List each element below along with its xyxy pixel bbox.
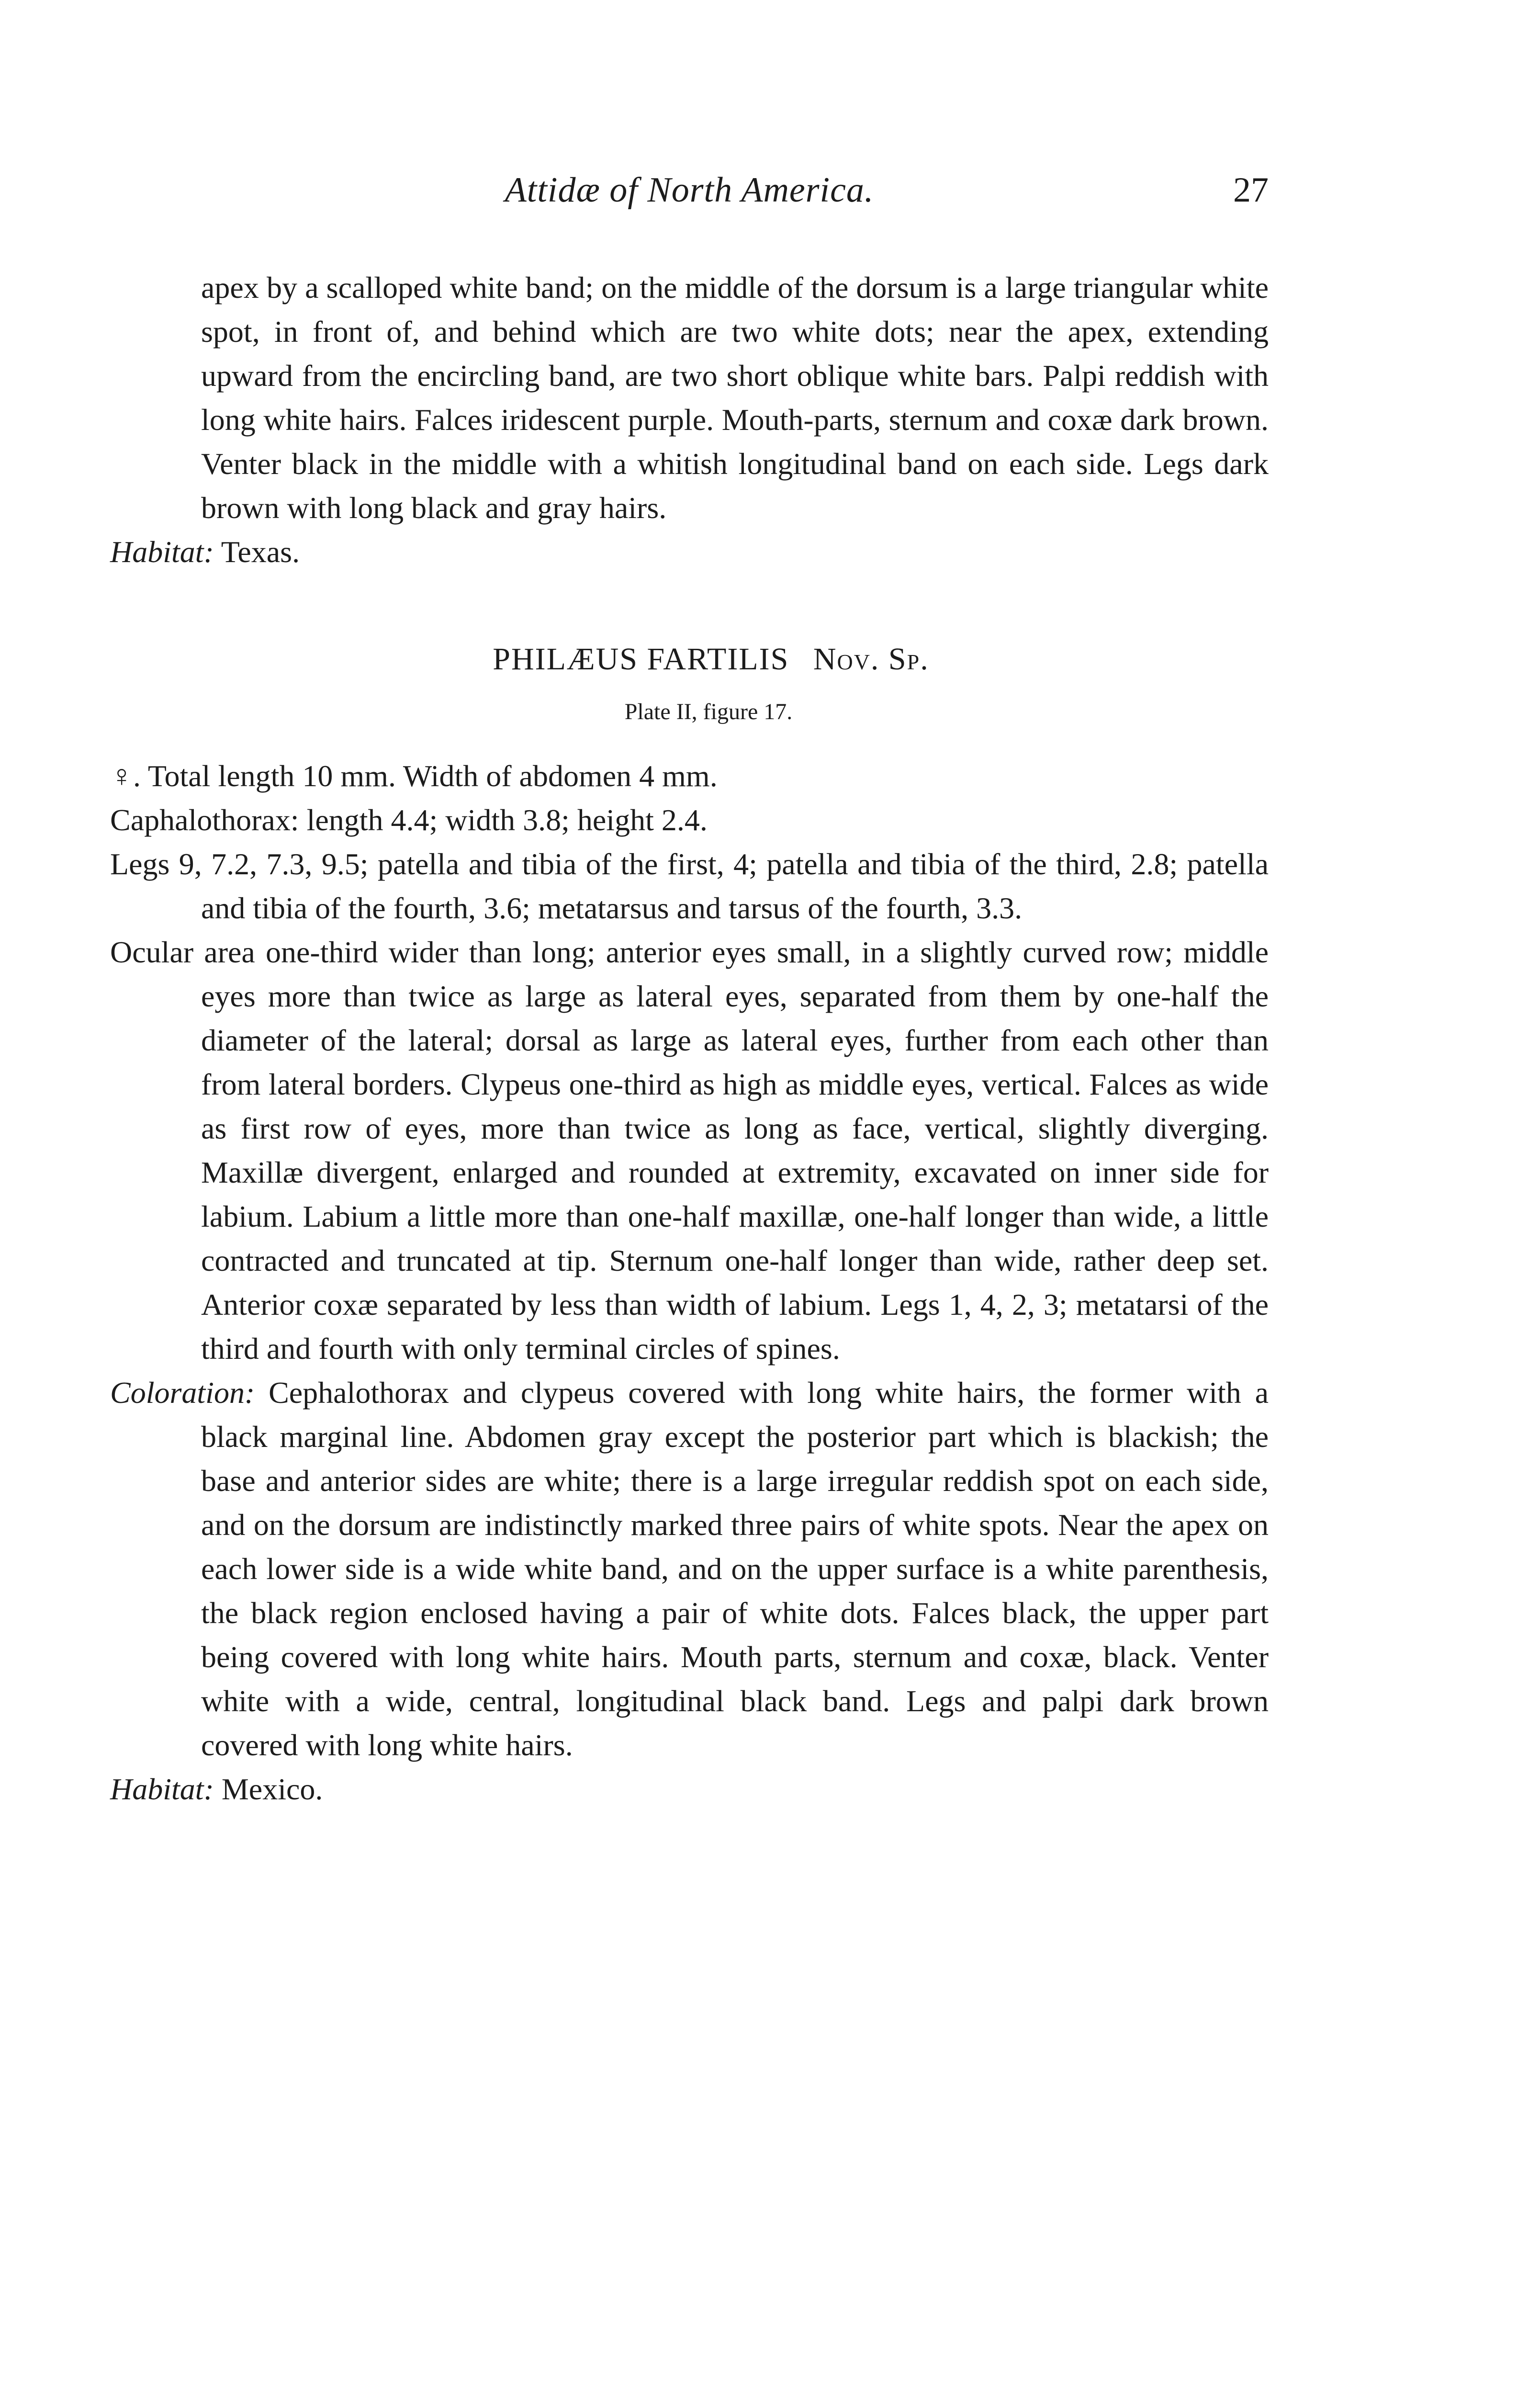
page-header <box>110 170 1269 223</box>
habitat-label: Habitat: <box>110 1772 214 1806</box>
previous-species-description: apex by a scalloped white band; on the middle of the dorsum is a large triangular white spot, in front of, and behind which are two white dots; near the apex, extending upward from the encircling band, are two short oblique white bars. Palpi reddish with long white hairs. Falces iridescent purple. Mouth-parts, sternum and coxæ dark brown. Venter black in the middle with a whitish longitudinal band on each side. Legs dark brown with long black and gray hairs. <box>201 271 1269 525</box>
spacer <box>110 743 1269 754</box>
coloration-paragraph <box>110 1371 1269 1767</box>
plate-reference: Plate II, figure 17. <box>624 699 793 724</box>
coloration-label: Coloration: <box>110 1376 255 1410</box>
species-status: Nov. Sp. <box>813 642 929 677</box>
page-body <box>110 266 1269 1811</box>
ocular-description: Ocular area one-third wider than long; anterior eyes small, in a slightly curved row; middle eyes more than twice as large as lateral eyes, separated from them by one-half the diameter of the lateral; dorsal as large as lateral eyes, further from each other than from lateral borders. Clypeus one-third as high as middle eyes, vertical. Falces as wide as first row of eyes, more than twice as long as face, vertical, slightly diverging. Maxillæ divergent, enlarged and rounded at extremity, excavated on inner side for labium. Labium a little more than one-half maxillæ, one-half longer than wide, a little contracted and truncated at tip. Sternum one-half longer than wide, rather deep set. Anterior coxæ separated by less than width of labium. Legs 1, 4, 2, 3; metatarsi of the third and fourth with only terminal circles of spines. <box>110 935 1269 1366</box>
habitat-value: Texas. <box>221 535 300 569</box>
previous-species-habitat <box>110 530 1269 574</box>
species-name: PHILÆUS FARTILIS <box>493 642 789 677</box>
species-habitat <box>110 1767 1269 1811</box>
measurement-legs: Legs 9, 7.2, 7.3, 9.5; patella and tibia of the first, 4; patella and tibia of the third, 2.8; patella and tibia of the fourth, 3.6; metatarsus and tarsus of the fourth, 3.3. <box>110 847 1269 925</box>
coloration-text: Cephalothorax and clypeus covered with long white hairs, the former with a black marginal line. Abdomen gray except the posterior part which is blackish; the base and anterior sides are white; there is a large irregular reddish spot on each side, and on the dorsum are indistinctly marked three pairs of white spots. Near the apex on each lower side is a wide white band, and on the upper surface is a white parenthesis, the black region enclosed having a pair of white dots. Falces black, the upper part being covered with long white hairs. Mouth parts, sternum and coxæ, black. Venter white with a wide, central, longitudinal black band. Legs and palpi dark brown covered with long white hairs. <box>201 1376 1269 1762</box>
habitat-label: Habitat: <box>110 535 214 569</box>
habitat-value: Mexico. <box>221 1772 323 1806</box>
running-title: Attidæ of North America. <box>505 170 874 210</box>
measurement-cephalothorax: Caphalothorax: length 4.4; width 3.8; height 2.4. <box>110 803 708 837</box>
species-heading <box>110 635 1269 683</box>
page-number: 27 <box>1233 170 1269 210</box>
measurement-total: ♀. Total length 10 mm. Width of abdomen 4 mm. <box>110 759 718 793</box>
